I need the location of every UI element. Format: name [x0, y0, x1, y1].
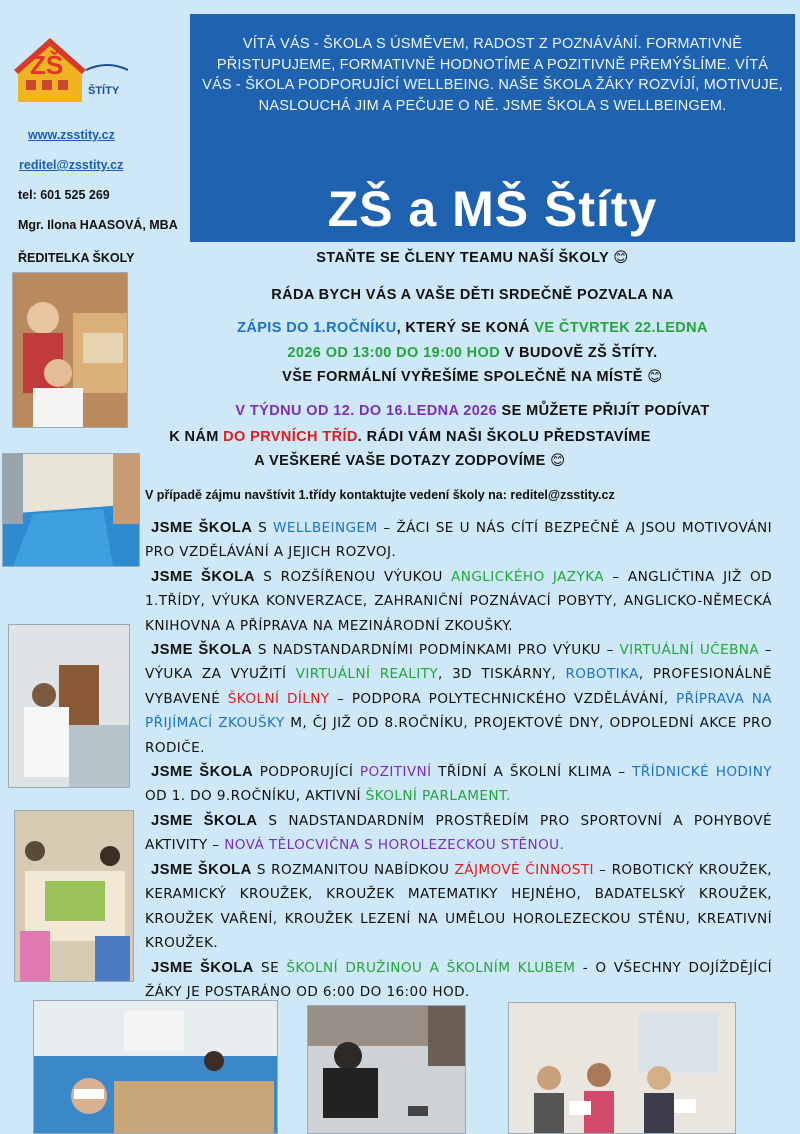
feature-text: - O VŠECHNY DOJÍŽDĚJÍCÍ ŽÁKY JE POSTARÁNO OD 6:00 DO 16:00 HOD.: [145, 960, 773, 1001]
feature-text: S ROZMANITOU NABÍDKOU: [251, 862, 455, 878]
announce-line-5: VŠE FORMÁLNÍ VYŘEŠÍME SPOLEČNĚ NA MÍSTĚ 😊: [282, 369, 663, 385]
photo-baking-children: [12, 272, 128, 428]
announce-text: . RÁDI VÁM NAŠI ŠKOLU PŘEDSTAVÍME: [357, 429, 651, 445]
logo-letters: ZŠ: [30, 50, 64, 80]
feature-highlight: VIRTUÁLNÍ UČEBNA: [619, 642, 760, 658]
photo-students-diplomas: [508, 1002, 736, 1134]
feature-text: TŘÍDNÍ A ŠKOLNÍ KLIMA –: [431, 764, 633, 780]
director-role: ŘEDITELKA ŠKOLY: [18, 251, 135, 265]
feature-text: S: [252, 520, 274, 536]
feature-highlight: ŠKOLNÍ DÍLNY: [227, 690, 330, 707]
feature-highlight: NOVÁ TĚLOCVIČNA S HOROLEZECKOU STĚNOU.: [224, 837, 565, 854]
announce-line-4: [145, 345, 800, 361]
feature-text: OD 1. DO 9.ROČNÍKU, AKTIVNÍ: [145, 788, 366, 805]
announce-text: SE MŮŽETE PŘIJÍT PODÍVAT: [497, 403, 710, 419]
photo-gym: [2, 453, 140, 567]
feature-text: , PROFESIONÁLNĚ VYBAVENÉ: [145, 666, 773, 707]
announce-text: , KTERÝ SE KONÁ: [396, 320, 535, 336]
logo-suffix: ŠTÍTY: [88, 85, 120, 97]
feature-text: PODPORUJÍCÍ: [253, 764, 360, 780]
feature-climate: [145, 760, 772, 809]
photo-classroom-floor: [14, 810, 134, 982]
feature-lead: JSME ŠKOLA: [151, 862, 252, 878]
feature-highlight: ANGLICKÉHO JAZYKA: [451, 569, 604, 585]
feature-highlight: POZITIVNÍ: [359, 764, 432, 780]
feature-text: – ANGLIČTINA JIŽ OD 1.TŘÍDY, VÝUKA KONVERZACE, ZAHRANIČNÍ POZNÁVACÍ POBYTY, ANGLICKO-NĚMECKÁ KNIHOVNA A PŘÍPRAVA NA MEZINÁRODNÍ ZKOUŠKY.: [145, 569, 772, 634]
banner-text: VÍTÁ VÁS - ŠKOLA S ÚSMĚVEM, RADOST Z POZNÁVÁNÍ. FORMATIVNĚ PŘISTUPUJEME, FORMATIVNĚ HODNOTÍME A POZITIVNĚ PŘEMÝŠLÍME. VÍTÁ VÁS - ŠKOLA PODPORUJÍCÍ WELLBEING. NAŠE ŠKOLA ŽÁKY ROZVÍJÍ, MOTIVUJE, NASLOUCHÁ JIM A PEČUJE O NĚ. JSME ŠKOLA S WELLBEINGEM.: [202, 36, 783, 114]
feature-highlight: ROBOTIKA: [565, 666, 639, 683]
announce-line-6: [145, 403, 800, 419]
enrollment-date: VE ČTVRTEK 22.LEDNA: [534, 320, 708, 336]
announce-line-8: A VEŠKERÉ VAŠE DOTAZY ZODPOVÍME 😊: [254, 453, 566, 469]
feature-highlight: ŠKOLNÍ PARLAMENT.: [365, 788, 511, 805]
announce-line-3: [145, 320, 800, 336]
feature-highlight: WELLBEINGEM: [273, 520, 378, 536]
announce-text: V BUDOVĚ ZŠ ŠTÍTY.: [500, 345, 658, 361]
feature-highlight: PŘÍPRAVA NA PŘIJÍMACÍ ZKOUŠKY: [145, 690, 772, 732]
photo-robotics: [307, 1005, 466, 1134]
feature-lead: JSME ŠKOLA: [151, 569, 255, 585]
announce-line-2: RÁDA BYCH VÁS A VAŠE DĚTI SRDEČNĚ POZVALA NA: [271, 287, 674, 303]
feature-text: , 3D TISKÁRNY,: [438, 666, 566, 683]
feature-english: [145, 565, 772, 638]
photo-workshop: [8, 624, 130, 788]
feature-facilities: [145, 638, 772, 760]
website-link[interactable]: www.zsstity.cz: [28, 128, 115, 142]
feature-text: – VÝUKA ZA VYUŽITÍ: [145, 642, 772, 683]
feature-lead: JSME ŠKOLA: [151, 520, 253, 536]
feature-lead: JSME ŠKOLA: [151, 813, 258, 829]
feature-text: M, ČJ JIŽ OD 8.ROČNÍKU, PROJEKTOVÉ DNY, ODPOLEDNÍ AKCE PRO RODIČE.: [145, 715, 772, 756]
photo-vr-class: [33, 1000, 278, 1134]
feature-lead: JSME ŠKOLA: [151, 642, 253, 658]
feature-text: – ŽÁCI SE U NÁS CÍTÍ BEZPEČNĚ A JSOU MOTIVOVÁNI PRO VZDĚLÁVÁNÍ A JEJICH ROZVOJ.: [145, 520, 772, 561]
school-logo: [12, 30, 132, 106]
logo-house-icon: [12, 30, 132, 106]
feature-text: SE: [253, 960, 287, 976]
feature-lead: JSME ŠKOLA: [151, 764, 254, 780]
feature-text: S NADSTANDARDNÍM PROSTŘEDÍM PRO SPORTOVNÍ A POHYBOVÉ AKTIVITY –: [145, 813, 772, 854]
email-link[interactable]: reditel@zsstity.cz: [19, 158, 124, 172]
feature-wellbeing: [145, 516, 772, 565]
announce-line-1: STAŇTE SE ČLENY TEAMU NAŠÍ ŠKOLY 😊: [316, 250, 629, 266]
feature-highlight: TŘÍDNICKÉ HODINY: [632, 764, 772, 780]
enrollment-text: ZÁPIS DO 1.ROČNÍKU: [237, 320, 397, 336]
enrollment-time: 2026 OD 13:00 DO 19:00 HOD: [287, 345, 501, 361]
feature-text: – PODPORA POLYTECHNICKÉHO VZDĚLÁVÁNÍ,: [329, 690, 677, 707]
feature-highlight: ZÁJMOVÉ ČINNOSTI: [454, 862, 594, 878]
feature-activities: [145, 858, 772, 956]
feature-afterschool: [145, 956, 772, 1005]
feature-lead: JSME ŠKOLA: [151, 960, 254, 976]
feature-text: S NADSTANDARDNÍMI PODMÍNKAMI PRO VÝUKU –: [252, 642, 620, 658]
announce-line-7: [100, 429, 720, 445]
feature-text: S ROZŠÍŘENOU VÝUKOU: [254, 569, 452, 585]
feature-highlight: VIRTUÁLNÍ REALITY: [295, 666, 439, 683]
feature-sports: [145, 809, 772, 858]
banner-title: ZŠ a MŠ Štíty: [327, 181, 658, 237]
feature-highlight: ŠKOLNÍ DRUŽINOU A ŠKOLNÍM KLUBEM: [286, 960, 576, 976]
phone-number: tel: 601 525 269: [18, 188, 110, 202]
first-classes-text: DO PRVNÍCH TŘÍD: [223, 429, 358, 445]
director-name: Mgr. Ilona HAASOVÁ, MBA: [18, 218, 178, 232]
open-week-dates: V TÝDNU OD 12. DO 16.LEDNA 2026: [235, 403, 498, 419]
feature-text: – ROBOTICKÝ KROUŽEK, KERAMICKÝ KROUŽEK, KROUŽEK MATEMATIKY HEJNÉHO, BADATELSKÝ KROUŽEK, KROUŽEK VAŘENÍ, KROUŽEK LEZENÍ NA UMĚLOU HOROLEZECKOU STĚNU, KREATIVNÍ KROUŽEK.: [145, 862, 772, 952]
visit-note: V případě zájmu navštívit 1.třídy kontaktujte vedení školy na: reditel@zsstity.cz: [145, 488, 615, 502]
announce-text: K NÁM: [169, 429, 224, 445]
header-banner: [190, 14, 795, 242]
